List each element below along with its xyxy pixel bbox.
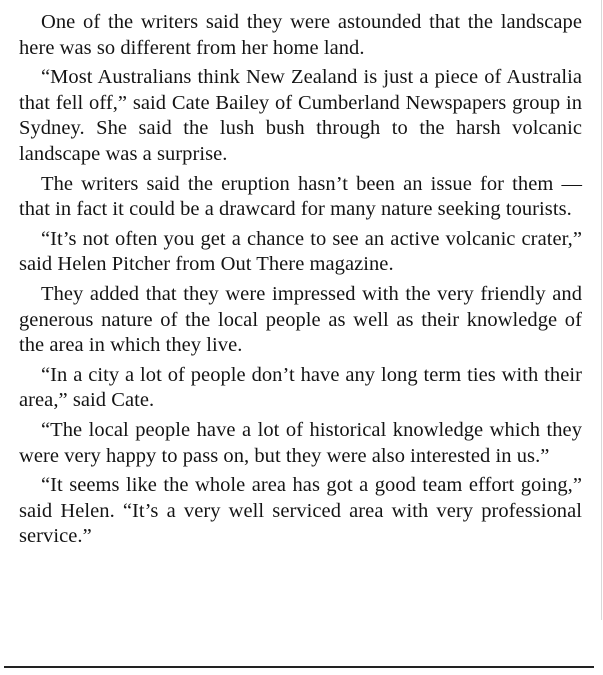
article-paragraph: The writers said the eruption hasn’t been an issue for them — that in fact it could be a drawcard for many nature seeking tourists.	[19, 172, 582, 221]
article-paragraph: “It’s not often you get a chance to see an active volcanic crater,” said Helen Pitcher from Out There magazine.	[19, 227, 582, 276]
article-paragraph: “It seems like the whole area has got a good team effort going,” said Helen. “It’s a very well serviced area with very professional service.”	[19, 474, 582, 548]
article-paragraph: “Most Australians think New Zealand is just a piece of Australia that fell off,” said Cate Bailey of Cumberland Newspapers group in Sydney. She said the lush bush through to the harsh volcanic landscape was a surprise.	[19, 66, 582, 165]
article-body	[19, 10, 582, 550]
article-paragraph: They added that they were impressed with the very friendly and generous nature of the local people as well as their knowledge of the area in which they live.	[19, 282, 582, 357]
article-paragraph: “The local people have a lot of historical knowledge which they were very happy to pass on, but they were also interested in us.”	[19, 418, 582, 467]
column-edge-line	[601, 0, 602, 620]
article-paragraph: One of the writers said they were astounded that the landscape here was so different from her home land.	[19, 11, 582, 59]
column-bottom-rule	[4, 666, 594, 668]
article-paragraph: “In a city a lot of people don’t have any long term ties with their area,” said Cate.	[19, 363, 582, 412]
